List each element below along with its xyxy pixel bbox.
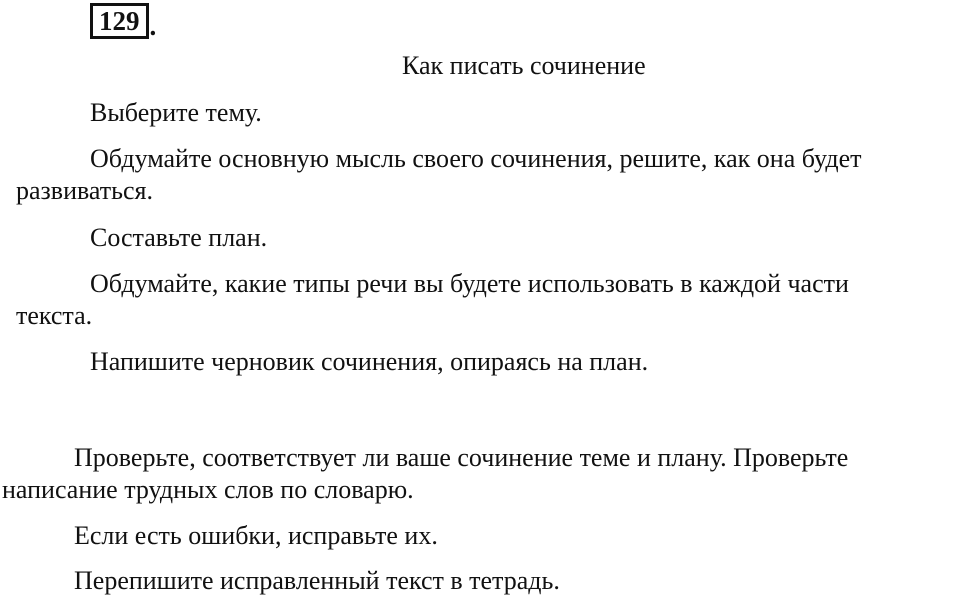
step-choose-topic — [90, 97, 262, 129]
text-line: Напишите черновик сочинения, опираясь на план. — [90, 347, 649, 376]
step-draft — [90, 346, 648, 378]
text-line: написание трудных слов по словарю. — [2, 475, 414, 504]
text-line: Перепишите исправленный текст в тетрадь. — [74, 566, 560, 595]
check-fix-errors — [74, 520, 438, 552]
step-make-plan — [90, 222, 267, 254]
text-line: Обдумайте, какие типы речи вы будете использовать в каждой части — [90, 269, 849, 298]
text-line: Обдумайте основную мысль своего сочинения, решите, как она будет — [90, 144, 862, 173]
check-rewrite — [74, 565, 560, 597]
check-topic-plan — [2, 442, 848, 506]
step-speech-types — [16, 268, 849, 332]
step-main-idea — [16, 143, 861, 207]
text-line: Если есть ошибки, исправьте их. — [74, 521, 438, 550]
page-title: Как писать сочинение — [402, 51, 646, 80]
exercise-number-box: 129 — [90, 3, 149, 39]
text-line: Выберите тему. — [90, 98, 262, 127]
exercise-number-dot: . — [149, 11, 157, 41]
text-line: Составьте план. — [90, 223, 268, 252]
text-line: Проверьте, соответствует ли ваше сочинение теме и плану. Проверьте — [74, 443, 849, 472]
exercise-number — [90, 3, 156, 39]
text-line: текста. — [16, 301, 93, 330]
text-line: развиваться. — [16, 176, 154, 205]
